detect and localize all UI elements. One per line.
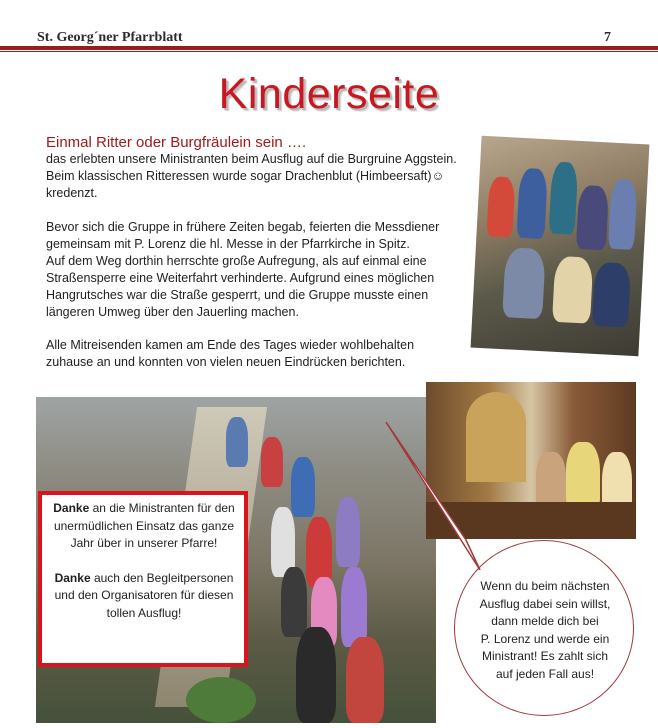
thanks-text-2: auch den Begleitpersonen und den Organisatoren für diesen tollen Ausflug! [54,570,234,620]
publication-name: St. Georg´ner Pfarrblatt [37,30,183,45]
thanks-paragraph-2 [50,570,238,623]
thanks-bold-2: Danke [54,570,91,585]
article-paragraph-3: Alle Mitreisenden kamen am Ende des Tages wieder wohlbehalten zuhause an und konnten von vielen neuen Eindrücken berichten. [46,338,415,369]
article-paragraph-1: das erlebten unsere Ministranten beim Ausflug auf die Burgruine Aggstein. Beim klassischen Ritteressen wurde sogar Drachenblut (Himbeersaft)☺ kredenzt. [46,152,457,200]
header-bar [0,46,658,50]
page-title: Kinderseite [218,70,440,118]
speech-bubble-text: Wenn du beim nächsten Ausflug dabei sein willst, dann melde dich bei P. Lorenz und werde ein Ministrant! Es zahlt sich auf jeden Fall aus! [479,579,611,681]
thanks-paragraph-1 [50,500,238,553]
article-paragraph-2: Bevor sich die Gruppe in frühere Zeiten begab, feierten die Messdiener gemeinsam mit P. Lorenz die hl. Messe in der Pfarrkirche in Spitz. Auf dem Weg dorthin herrschte große Aufregung, als auf einmal eine Straßensperre eine Weiterfahrt verhinderte. Aufgrund eines möglichen Hangrutsches war die Straße gesperrt, und die Gruppe musste einen längeren Umweg über den Jauerling machen. [46,220,440,319]
header-rule [0,51,658,52]
speech-bubble-tail [380,420,490,570]
article-subtitle: Einmal Ritter oder Burgfräulein sein …. [46,134,307,151]
page-number: 7 [604,30,611,45]
thanks-bold-1: Danke [53,501,90,515]
thanks-text-1: an die Ministranten für den unermüdlichen Einsatz das ganze Jahr über in unserer Pfarre! [53,501,235,550]
thanks-box-text [50,500,238,622]
group-photo-castle-interior [471,136,650,357]
